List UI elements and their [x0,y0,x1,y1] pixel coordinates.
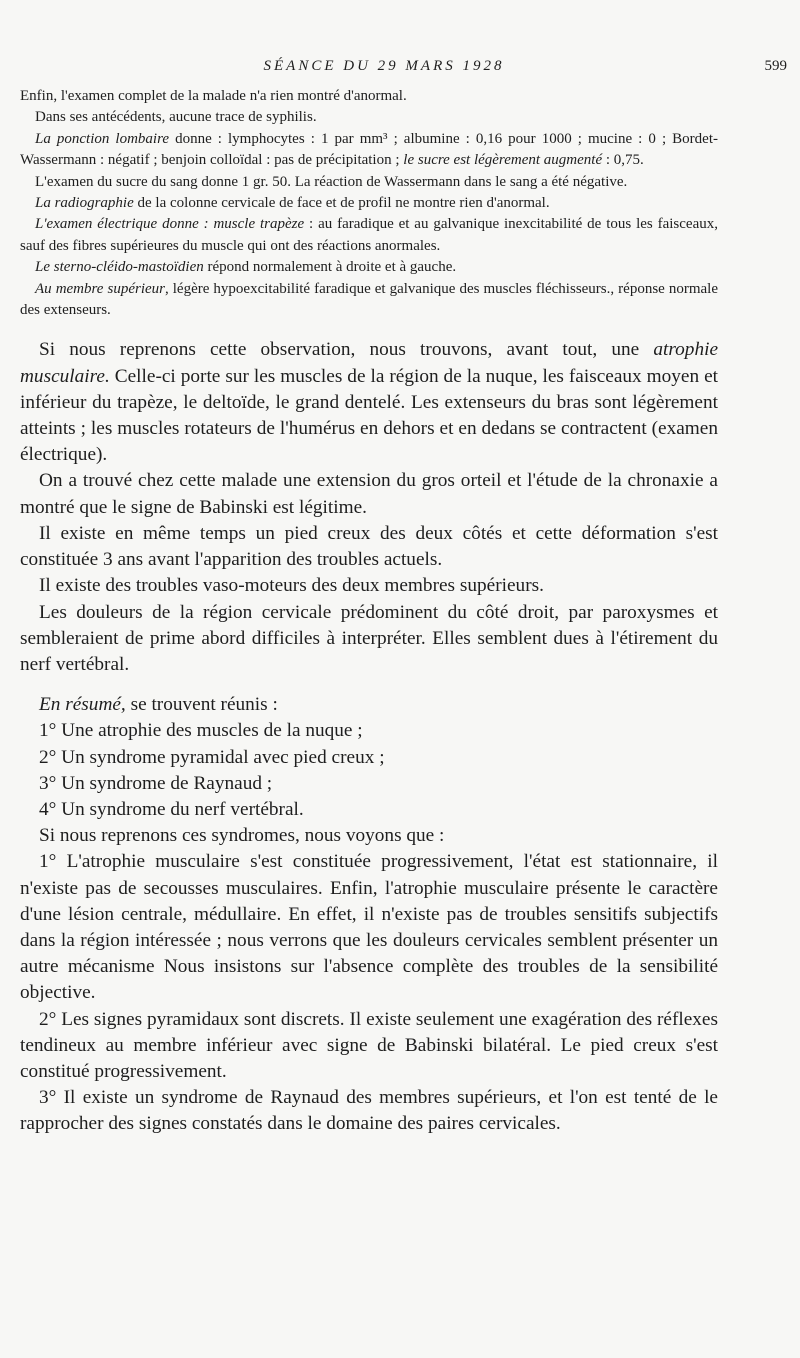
running-title: SÉANCE DU 29 MARS 1928 [263,58,505,74]
summary-heading: En résumé, se trouvent réunis : [39,694,278,716]
summary-item: 2° Un syndrome pyramidal avec pied creux ; [39,746,385,768]
note-paragraph: Dans ses antécédents, aucune trace de syphilis. [35,109,317,126]
note-paragraph: Enfin, l'examen complet de la malade n'a rien montré d'anormal. [20,88,407,104]
body-paragraph: 2° Les signes pyramidaux sont discrets. Il existe seulement une exagération des réflexes tendineux au membre inférieur avec signe de Babinski bilatéral. Le pied creux s'est constitué progressivement. [20,1008,718,1082]
body-paragraph: Si nous reprenons cette observation, nous trouvons, avant tout, une atrophie musculaire. Celle-ci porte sur les muscles de la région de la nuque, les faisceaux moyen et inférieur du trapèze, le deltoïde, le grand dentelé. Les extenseurs du bras sont légèrement atteints ; les muscles rotateurs de l'humérus en dehors et en dedans se contractent (examen électrique). [20,339,718,466]
body-paragraph: 3° Il existe un syndrome de Raynaud des membres supérieurs, et l'on est tenté de le rapprocher des signes constatés dans le domaine des paires cervicales. [20,1087,718,1135]
main-text [20,337,718,1137]
note-paragraph: Le sterno-cléido-mastoïdien répond normalement à droite et à gauche. [35,259,457,276]
note-paragraph: L'examen du sucre du sang donne 1 gr. 50. La réaction de Wassermann dans le sang a été négative. [35,173,628,190]
note-paragraph: La ponction lombaire donne : lymphocytes : 1 par mm³ ; albumine : 0,16 pour 1000 ; mucine : 0 ; Bordet-Wassermann : négatif ; benjoin colloïdal : pas de précipitation ; le sucre est légèrement augmenté : 0,75. [20,130,718,169]
body-paragraph: Si nous reprenons ces syndromes, nous voyons que : [39,825,445,847]
page-header [20,52,787,86]
clinical-notes [20,86,718,321]
note-paragraph: La radiographie de la colonne cervicale de face et de profil ne montre rien d'anormal. [35,195,550,212]
page-number: 599 [764,58,787,74]
summary-item: 1° Une atrophie des muscles de la nuque ; [39,720,363,742]
summary-item: 4° Un syndrome du nerf vertébral. [39,798,304,820]
body-paragraph: Il existe en même temps un pied creux des deux côtés et cette déformation s'est constituée 3 ans avant l'apparition des troubles actuels. [20,522,718,571]
summary-item: 3° Un syndrome de Raynaud ; [39,772,273,794]
note-paragraph: Au membre supérieur, légère hypoexcitabilité faradique et galvanique des muscles fléchisseurs., réponse normale des extenseurs. [20,280,718,319]
body-paragraph: Les douleurs de la région cervicale prédominent du côté droit, par paroxysmes et sembleraient de prime abord difficiles à interpréter. Elles semblent dues à l'étirement du nerf vertébral. [20,601,718,675]
body-paragraph: 1° L'atrophie musculaire s'est constituée progressivement, l'état est stationnaire, il n'existe pas de secousses musculaires. Enfin, l'atrophie musculaire présente le caractère d'une lésion centrale, médullaire. En effet, il n'existe pas de troubles sensitifs subjectifs dans la région intéressée ; nous verrons que les douleurs cervicales semblent présenter un autre mécanisme Nous insistons sur l'absence complète des troubles de la sensibilité objective. [20,851,718,1004]
body-paragraph: Il existe des troubles vaso-moteurs des deux membres supérieurs. [39,575,544,597]
note-paragraph: L'examen électrique donne : muscle trapèze : au faradique et au galvanique inexcitabilité de tous les faisceaux, sauf des fibres supérieures du muscle qui ont des réactions anormales. [20,216,718,254]
body-paragraph: On a trouvé chez cette malade une extension du gros orteil et l'étude de la chronaxie a montré que le signe de Babinski est légitime. [20,470,718,518]
